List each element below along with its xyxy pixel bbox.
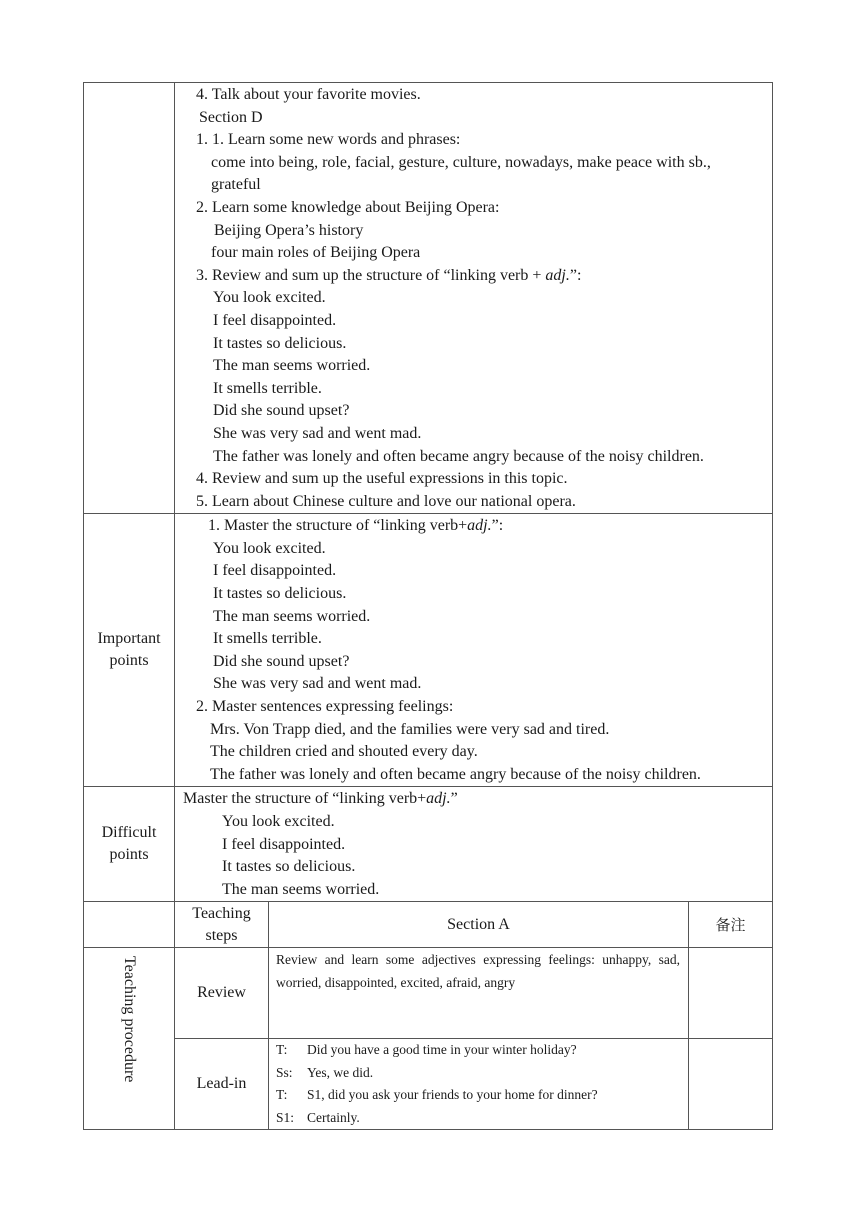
section-d-heading: Section D bbox=[199, 108, 263, 126]
utterance: Did you have a good time in your winter holiday? bbox=[307, 1042, 577, 1058]
opera-roles: four main roles of Beijing Opera bbox=[211, 244, 421, 262]
objective-line: 5. Learn about Chinese culture and love our national opera. bbox=[196, 492, 576, 510]
utterance: S1, did you ask your friends to your home for dinner? bbox=[307, 1087, 598, 1103]
important-points-label bbox=[84, 514, 175, 787]
lead-in-content bbox=[269, 1039, 689, 1130]
teaching-steps-header bbox=[175, 902, 269, 948]
objective-text: ”: bbox=[569, 266, 582, 284]
example-sentence: Did she sound upset? bbox=[213, 402, 350, 420]
dialogue-line bbox=[276, 1062, 680, 1085]
example-sentence: The man seems worried. bbox=[222, 880, 380, 898]
example-sentence: The father was lonely and often became angry because of the noisy children. bbox=[213, 447, 704, 465]
feeling-sentence: Mrs. Von Trapp died, and the families were very sad and tired. bbox=[210, 720, 610, 738]
dialogue-line bbox=[276, 1107, 680, 1130]
lesson-plan-table bbox=[83, 82, 773, 1130]
objective-line: 4. Review and sum up the useful expressions in this topic. bbox=[196, 470, 568, 488]
example-sentence: The man seems worried. bbox=[213, 357, 371, 375]
point-italic: adj. bbox=[467, 517, 492, 535]
example-sentence: The man seems worried. bbox=[213, 607, 371, 625]
feeling-sentence: The children cried and shouted every day. bbox=[210, 743, 478, 761]
section-a-header: Section A bbox=[269, 902, 689, 948]
point-text: 1. Master the structure of “linking verb+ bbox=[208, 517, 468, 535]
heading-text: Master the structure of “linking verb+ bbox=[183, 790, 427, 808]
dialogue-line bbox=[276, 1039, 680, 1062]
example-sentence: You look excited. bbox=[213, 289, 326, 307]
objectives-row bbox=[84, 83, 773, 514]
objective-italic: adj. bbox=[545, 266, 570, 284]
difficult-points-row bbox=[84, 787, 773, 902]
objectives-content-cell bbox=[175, 83, 773, 514]
example-sentence: It smells terrible. bbox=[213, 379, 322, 397]
example-sentence: It tastes so delicious. bbox=[222, 858, 356, 876]
lead-in-row bbox=[84, 1039, 773, 1130]
objective-line: 2. Learn some knowledge about Beijing Opera: bbox=[196, 198, 500, 216]
example-sentence: I feel disappointed. bbox=[213, 311, 337, 329]
speaker: T: bbox=[276, 1042, 288, 1058]
example-sentence: She was very sad and went mad. bbox=[213, 675, 422, 693]
dialogue-line bbox=[276, 1084, 680, 1107]
heading-text: ” bbox=[450, 790, 458, 808]
example-sentence: Did she sound upset? bbox=[213, 652, 350, 670]
difficult-points-content bbox=[175, 787, 773, 902]
header-text: steps bbox=[205, 926, 238, 944]
difficult-heading bbox=[183, 788, 772, 811]
review-step-label: Review bbox=[175, 948, 269, 1039]
review-row bbox=[84, 948, 773, 1039]
feeling-sentence: The father was lonely and often became angry because of the noisy children. bbox=[210, 765, 701, 783]
lesson-plan-page bbox=[83, 82, 772, 1130]
important-point bbox=[208, 515, 772, 538]
speaker: S1: bbox=[276, 1109, 295, 1125]
example-sentence: You look excited. bbox=[222, 813, 335, 830]
objectives-label-cell bbox=[84, 83, 175, 514]
review-content bbox=[269, 948, 689, 1039]
teaching-procedure-label bbox=[84, 948, 175, 1130]
example-sentence: You look excited. bbox=[213, 539, 326, 557]
example-sentence: It smells terrible. bbox=[213, 630, 322, 648]
important-points-row bbox=[84, 514, 773, 787]
speaker: Ss: bbox=[276, 1064, 293, 1080]
example-sentence: I feel disappointed. bbox=[213, 562, 337, 580]
objective-text: 3. Review and sum up the structure of “linking verb + bbox=[196, 266, 546, 284]
speaker: T: bbox=[276, 1087, 288, 1103]
lead-in-notes bbox=[689, 1039, 773, 1130]
objective-line bbox=[196, 265, 772, 288]
heading-italic: adj. bbox=[426, 790, 451, 808]
review-text: Review and learn some adjectives expressing feelings: unhappy, sad, worried, disappointed, excited, afraid, angry bbox=[276, 952, 680, 990]
procedure-header-row bbox=[84, 902, 773, 948]
important-points-content bbox=[175, 514, 773, 787]
important-point: 2. Master sentences expressing feelings: bbox=[196, 698, 454, 716]
review-notes bbox=[689, 948, 773, 1039]
label-text: points bbox=[109, 652, 149, 670]
example-sentence: I feel disappointed. bbox=[222, 835, 346, 853]
lead-in-step-label: Lead-in bbox=[175, 1039, 269, 1130]
example-sentence: It tastes so delicious. bbox=[213, 585, 347, 603]
header-text: Teaching bbox=[192, 904, 251, 922]
vertical-label-text: Teaching procedure bbox=[121, 956, 138, 1083]
objective-line: 4. Talk about your favorite movies. bbox=[196, 86, 421, 103]
objective-line: 1. 1. Learn some new words and phrases: bbox=[196, 131, 461, 149]
difficult-points-label bbox=[84, 787, 175, 902]
example-sentence: She was very sad and went mad. bbox=[213, 424, 422, 442]
utterance: Certainly. bbox=[307, 1109, 360, 1125]
procedure-header-empty bbox=[84, 902, 175, 948]
vocab-line: come into being, role, facial, gesture, culture, nowadays, make peace with sb., bbox=[211, 153, 711, 171]
label-text: points bbox=[109, 846, 149, 864]
utterance: Yes, we did. bbox=[307, 1064, 374, 1080]
point-text: ”: bbox=[491, 517, 504, 535]
opera-history: Beijing Opera’s history bbox=[214, 221, 364, 239]
label-text: Important bbox=[97, 629, 161, 647]
example-sentence: It tastes so delicious. bbox=[213, 334, 347, 352]
vocab-line: grateful bbox=[211, 176, 261, 194]
notes-header: 备注 bbox=[689, 902, 773, 948]
label-text: Difficult bbox=[101, 823, 157, 841]
